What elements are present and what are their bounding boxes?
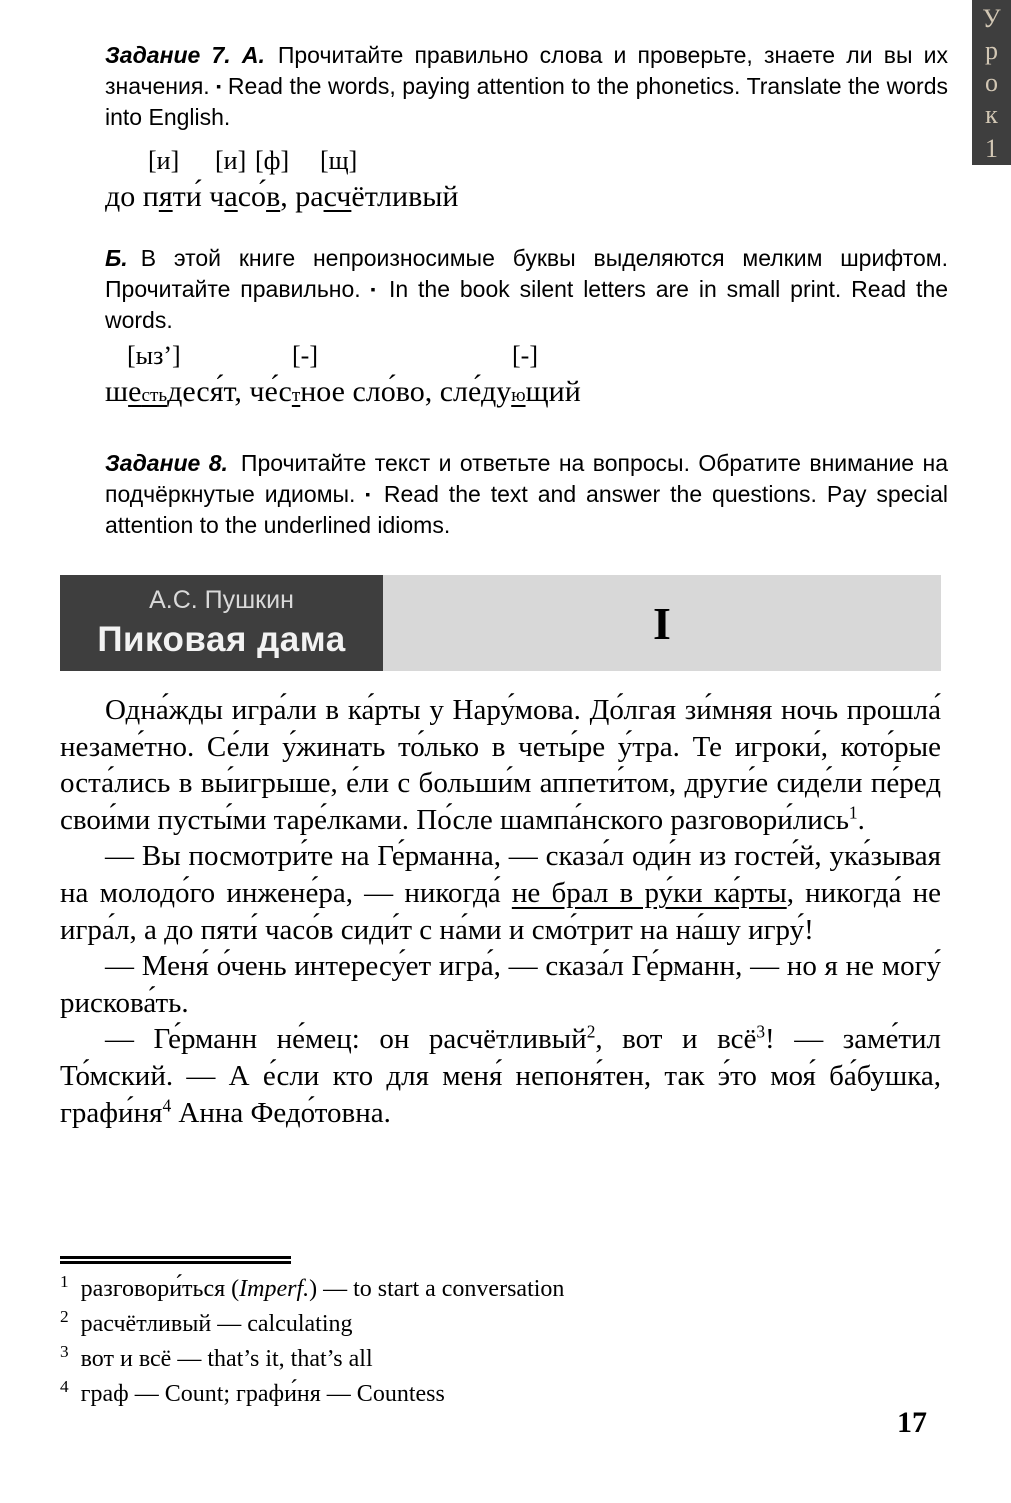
lesson-tab-letter: о [985, 68, 998, 97]
separator-square-icon: ▪ [365, 486, 374, 502]
task8-instruction [105, 448, 948, 541]
taskB-text-en: In the book silent letters are in small print. Read the words. [105, 276, 949, 333]
phonetic-words-a: до пяти́ часо́в, расчётливый [105, 180, 459, 213]
taskB-label: Б. [105, 245, 128, 271]
story-header [60, 575, 941, 671]
footnote [60, 1342, 941, 1377]
footnotes [60, 1272, 941, 1412]
page-number: 17 [897, 1406, 927, 1439]
task7-text-ru: Прочитайте правильно слова и проверьте, знаете ли вы их значения. [105, 42, 948, 99]
task8-label: Задание 8. [105, 450, 228, 476]
footnote-number: 4 [60, 1377, 69, 1396]
footnote [60, 1377, 941, 1412]
story-paragraph: — Ге́рманн не́мец: он расчётливый$^2$, вот и всё$^3$! — заме́тил То́мский. — А е́сли кто для меня́ непоня́тен, так э́то моя́ ба́бушка, $графи́ня^4$ Анна Федо́товна. [60, 1021, 941, 1129]
lesson-tab-letter: У [982, 4, 1001, 33]
footnote-text: расчётливый — calculating [80, 1311, 353, 1337]
task7-label: Задание 7. А. [105, 42, 265, 68]
lesson-tab [972, 0, 1011, 165]
footnote [60, 1307, 941, 1342]
story-part-block [383, 575, 941, 671]
footnote-text: вот и всё — that’s it, that’s all [80, 1346, 373, 1372]
lesson-tab-letter: к [985, 100, 998, 129]
story-title-block [60, 575, 383, 671]
task7-instruction [105, 40, 948, 133]
footnote-text: граф — Count; графи́ня — Countess [80, 1381, 445, 1407]
story-title: Пиковая дама [97, 620, 346, 659]
footnote [60, 1272, 941, 1307]
separator-square-icon: ▪ [370, 281, 380, 297]
footnote-number: 1 [60, 1272, 69, 1291]
footnote-text: разговори́ться (Imperf.) — to start a conversation [80, 1276, 565, 1302]
footnote-number: 2 [60, 1307, 69, 1326]
phonetic-row-a [105, 146, 805, 216]
phonetic-label: [щ] [320, 146, 358, 175]
lesson-tab-letter: р [985, 36, 998, 65]
lesson-tab-number: 1 [985, 134, 998, 163]
phonetic-label: [и] [148, 146, 180, 175]
phonetic-row-b [105, 341, 805, 415]
phonetic-label: [-] [292, 341, 318, 370]
task8-text-en: Read the text and answer the questions. Pay special attention to the underlined idioms. [105, 481, 949, 538]
story-author: А.С. Пушкин [149, 586, 294, 614]
phonetic-labels-b [105, 341, 805, 373]
story-text [60, 692, 941, 1131]
story-paragraph: — Меня́ о́чень интересу́ет игра́, — сказа́л Ге́рманн, — но я не могу́ рискова́ть. [60, 950, 941, 1019]
phonetic-label: [ыз’] [127, 341, 181, 370]
footnote-rule [60, 1256, 291, 1264]
phonetic-label: [ф] [255, 146, 290, 175]
story-paragraph: Одна́жды игра́ли в ка́рты у Нару́мова. До́лгая зи́мняя ночь прошла́ незаме́тно. Се́ли у́жинать то́лько в четы́ре у́тра. Те игроки́, кото́рые оста́лись в вы́игрыше, е́ли с больши́м аппети́том, други́е сиде́ли пе́ред свои́ми пусты́ми таре́лками. По́сле шампа́нского разговори́лись$^1$. [60, 694, 941, 836]
story-paragraph: — Вы посмотри́те на Ге́рманна, — сказа́л оди́н из госте́й, ука́зывая на молодо́го инжене́ра, — никогда́ не брал в ру́ки ка́рты, никогда́ не игра́л, а до пяти́ часо́в сиди́т с на́ми и смо́трит на на́шу игру́! [60, 840, 942, 946]
phonetic-label: [и] [215, 146, 247, 175]
taskB-text-ru: В этой книге непроизносимые буквы выделяются мелким шрифтом. Прочитайте правильно. [105, 245, 948, 302]
taskB-instruction [105, 243, 948, 336]
separator-square-icon: ▪ [216, 78, 222, 94]
phonetic-label: [-] [512, 341, 538, 370]
footnote-number: 3 [60, 1342, 69, 1361]
task7-text-en: Read the words, paying attention to the phonetics. Translate the words into English. [105, 73, 948, 130]
task8-text-ru: Прочитайте текст и ответьте на вопросы. Обратите внимание на подчёркнутые идиомы. [105, 450, 948, 507]
story-part-numeral: I [653, 597, 671, 649]
phonetic-words-b: шестьдеся́т, че́стное сло́во, сле́дующий [105, 375, 581, 408]
phonetic-labels-a [105, 146, 805, 178]
